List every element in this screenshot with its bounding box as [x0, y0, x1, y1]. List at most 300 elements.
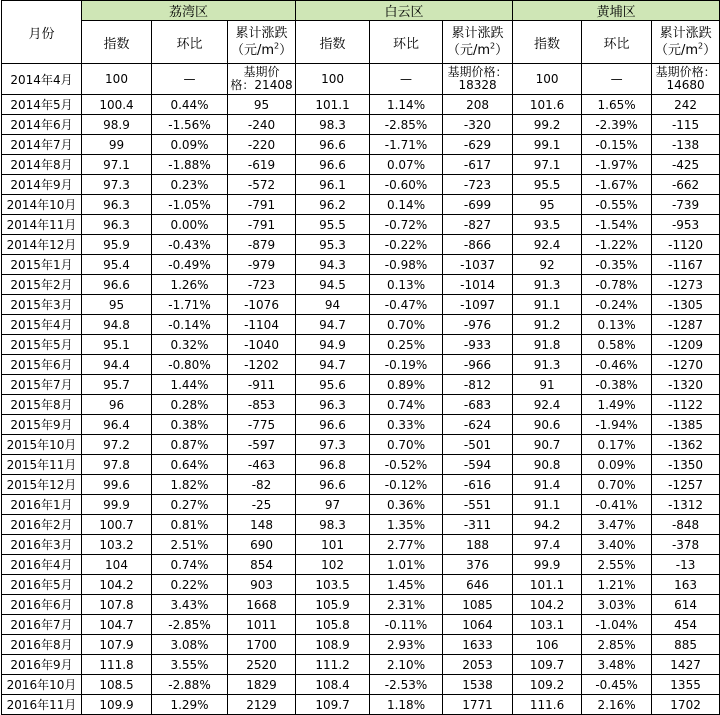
mom-cell-baiyun: 0.70%: [370, 435, 443, 455]
index-cell-baiyun: 102: [296, 555, 370, 575]
mom-cell-baiyun: 0.13%: [370, 275, 443, 295]
cumulative-cell-liwan: 148: [228, 515, 296, 535]
mom-cell-liwan: -0.43%: [152, 235, 228, 255]
table-row: [2, 675, 720, 695]
index-cell-baiyun: 100: [296, 64, 370, 95]
month-cell: 2016年7月: [2, 615, 82, 635]
table-row: [2, 475, 720, 495]
mom-cell-liwan: -2.85%: [152, 615, 228, 635]
mom-cell-huangpu: 2.16%: [582, 695, 652, 715]
table-body: [2, 64, 720, 715]
month-cell: 2014年7月: [2, 135, 82, 155]
cumulative-cell-baiyun: 208: [443, 95, 513, 115]
index-cell-liwan: 95.9: [82, 235, 152, 255]
mom-cell-baiyun: 2.77%: [370, 535, 443, 555]
table-row: [2, 315, 720, 335]
mom-cell-huangpu: -2.39%: [582, 115, 652, 135]
index-cell-huangpu: 97.4: [513, 535, 582, 555]
index-cell-liwan: 96: [82, 395, 152, 415]
base-price-cell-liwan: [228, 64, 296, 95]
index-cell-baiyun: 108.4: [296, 675, 370, 695]
index-cell-baiyun: 105.9: [296, 595, 370, 615]
mom-cell-liwan: 0.44%: [152, 95, 228, 115]
mom-cell-liwan: 0.32%: [152, 335, 228, 355]
mom-cell-huangpu: 2.55%: [582, 555, 652, 575]
cumulative-cell-huangpu: -739: [652, 195, 720, 215]
index-cell-huangpu: 101.1: [513, 575, 582, 595]
mom-cell-huangpu: -0.41%: [582, 495, 652, 515]
cumulative-cell-baiyun: -683: [443, 395, 513, 415]
table-row: [2, 335, 720, 355]
cumulative-cell-baiyun: 1771: [443, 695, 513, 715]
month-cell: 2016年11月: [2, 695, 82, 715]
cumulative-cell-baiyun: -966: [443, 355, 513, 375]
table-row: [2, 435, 720, 455]
index-cell-huangpu: 95: [513, 195, 582, 215]
mom-cell-baiyun: —: [370, 64, 443, 95]
subheader-cumulative-baiyun: [443, 21, 513, 64]
index-cell-baiyun: 103.5: [296, 575, 370, 595]
mom-cell-liwan: 0.64%: [152, 455, 228, 475]
index-cell-huangpu: 91.4: [513, 475, 582, 495]
mom-cell-liwan: 3.55%: [152, 655, 228, 675]
index-cell-baiyun: 95.6: [296, 375, 370, 395]
cumulative-cell-huangpu: -848: [652, 515, 720, 535]
mom-cell-liwan: 0.00%: [152, 215, 228, 235]
cumulative-cell-baiyun: -501: [443, 435, 513, 455]
base-price-line1: 基期价格：: [655, 65, 716, 79]
cumulative-cell-baiyun: -629: [443, 135, 513, 155]
mom-cell-huangpu: 1.49%: [582, 395, 652, 415]
index-cell-liwan: 95.1: [82, 335, 152, 355]
mom-cell-liwan: —: [152, 64, 228, 95]
index-cell-huangpu: 91.2: [513, 315, 582, 335]
cumulative-unit-exponent: 2: [698, 41, 704, 51]
mom-cell-baiyun: -0.12%: [370, 475, 443, 495]
mom-cell-huangpu: -0.45%: [582, 675, 652, 695]
month-cell: 2015年3月: [2, 295, 82, 315]
cumulative-cell-baiyun: 376: [443, 555, 513, 575]
mom-cell-huangpu: -0.38%: [582, 375, 652, 395]
mom-cell-huangpu: -1.22%: [582, 235, 652, 255]
index-cell-huangpu: 111.6: [513, 695, 582, 715]
mom-cell-baiyun: 1.45%: [370, 575, 443, 595]
month-cell: 2015年12月: [2, 475, 82, 495]
mom-cell-baiyun: 0.89%: [370, 375, 443, 395]
cumulative-cell-baiyun: -616: [443, 475, 513, 495]
index-cell-liwan: 103.2: [82, 535, 152, 555]
cumulative-cell-liwan: -597: [228, 435, 296, 455]
month-cell: 2015年1月: [2, 255, 82, 275]
district-header-baiyun: 白云区: [296, 1, 513, 21]
cumulative-cell-huangpu: 454: [652, 615, 720, 635]
mom-cell-huangpu: -1.54%: [582, 215, 652, 235]
mom-cell-huangpu: -0.15%: [582, 135, 652, 155]
base-price-cell-huangpu: [652, 64, 720, 95]
mom-cell-liwan: 1.29%: [152, 695, 228, 715]
table-row: [2, 695, 720, 715]
mom-cell-liwan: -1.88%: [152, 155, 228, 175]
cumulative-cell-liwan: -1076: [228, 295, 296, 315]
cumulative-cell-huangpu: -1312: [652, 495, 720, 515]
month-cell: 2016年9月: [2, 655, 82, 675]
index-cell-huangpu: 92.4: [513, 395, 582, 415]
index-cell-liwan: 95.4: [82, 255, 152, 275]
index-cell-huangpu: 99.1: [513, 135, 582, 155]
mom-cell-huangpu: 0.09%: [582, 455, 652, 475]
index-cell-baiyun: 111.2: [296, 655, 370, 675]
mom-cell-baiyun: 1.18%: [370, 695, 443, 715]
cumulative-label: 累计涨跌: [235, 26, 288, 41]
mom-cell-liwan: -1.56%: [152, 115, 228, 135]
cumulative-cell-liwan: 2129: [228, 695, 296, 715]
cumulative-cell-liwan: 1700: [228, 635, 296, 655]
month-cell: 2016年4月: [2, 555, 82, 575]
table-row: [2, 235, 720, 255]
index-cell-liwan: 96.3: [82, 215, 152, 235]
index-cell-baiyun: 96.1: [296, 175, 370, 195]
index-cell-huangpu: 93.5: [513, 215, 582, 235]
month-cell: 2015年6月: [2, 355, 82, 375]
index-cell-huangpu: 94.2: [513, 515, 582, 535]
mom-cell-huangpu: 1.65%: [582, 95, 652, 115]
index-cell-baiyun: 94: [296, 295, 370, 315]
mom-cell-liwan: 0.09%: [152, 135, 228, 155]
mom-cell-baiyun: 2.10%: [370, 655, 443, 675]
table-row: [2, 275, 720, 295]
cumulative-unit: （元/m: [655, 43, 699, 58]
mom-cell-baiyun: 0.14%: [370, 195, 443, 215]
index-cell-baiyun: 96.6: [296, 135, 370, 155]
cumulative-cell-huangpu: 1702: [652, 695, 720, 715]
mom-cell-huangpu: -1.94%: [582, 415, 652, 435]
month-cell: 2014年10月: [2, 195, 82, 215]
index-cell-liwan: 104: [82, 555, 152, 575]
index-cell-huangpu: 90.6: [513, 415, 582, 435]
mom-cell-baiyun: -0.52%: [370, 455, 443, 475]
mom-cell-baiyun: -0.72%: [370, 215, 443, 235]
cumulative-cell-liwan: -1040: [228, 335, 296, 355]
mom-cell-liwan: 0.23%: [152, 175, 228, 195]
cumulative-cell-liwan: -572: [228, 175, 296, 195]
mom-cell-huangpu: -0.55%: [582, 195, 652, 215]
index-cell-huangpu: 99.9: [513, 555, 582, 575]
cumulative-cell-huangpu: 242: [652, 95, 720, 115]
mom-cell-huangpu: -0.46%: [582, 355, 652, 375]
cumulative-cell-liwan: -853: [228, 395, 296, 415]
index-cell-liwan: 100: [82, 64, 152, 95]
cumulative-cell-liwan: 2520: [228, 655, 296, 675]
cumulative-cell-baiyun: -624: [443, 415, 513, 435]
index-cell-baiyun: 96.6: [296, 155, 370, 175]
table-row: [2, 115, 720, 135]
index-cell-liwan: 108.5: [82, 675, 152, 695]
index-cell-baiyun: 98.3: [296, 115, 370, 135]
month-cell: 2015年2月: [2, 275, 82, 295]
base-price-line2: 14680: [666, 78, 705, 92]
cumulative-cell-baiyun: 1085: [443, 595, 513, 615]
district-header-huangpu: 黄埔区: [513, 1, 720, 21]
index-cell-huangpu: 90.8: [513, 455, 582, 475]
index-cell-liwan: 100.7: [82, 515, 152, 535]
index-cell-huangpu: 91.1: [513, 495, 582, 515]
price-index-table: [1, 0, 720, 715]
mom-cell-liwan: -0.80%: [152, 355, 228, 375]
cumulative-unit-close: ）: [495, 43, 509, 58]
index-cell-baiyun: 108.9: [296, 635, 370, 655]
mom-cell-huangpu: 3.40%: [582, 535, 652, 555]
index-cell-baiyun: 96.2: [296, 195, 370, 215]
cumulative-cell-baiyun: -866: [443, 235, 513, 255]
cumulative-cell-huangpu: -378: [652, 535, 720, 555]
mom-cell-liwan: -0.14%: [152, 315, 228, 335]
table-row: [2, 495, 720, 515]
cumulative-cell-huangpu: -1385: [652, 415, 720, 435]
mom-cell-baiyun: -0.11%: [370, 615, 443, 635]
cumulative-unit: （元/m: [446, 43, 491, 58]
index-cell-huangpu: 109.2: [513, 675, 582, 695]
cumulative-cell-huangpu: -1167: [652, 255, 720, 275]
index-cell-baiyun: 94.3: [296, 255, 370, 275]
index-cell-liwan: 99.6: [82, 475, 152, 495]
index-cell-baiyun: 98.3: [296, 515, 370, 535]
cumulative-cell-huangpu: -1270: [652, 355, 720, 375]
table-row: [2, 515, 720, 535]
cumulative-cell-huangpu: -1257: [652, 475, 720, 495]
mom-cell-liwan: 0.27%: [152, 495, 228, 515]
mom-cell-huangpu: -0.24%: [582, 295, 652, 315]
index-cell-huangpu: 109.7: [513, 655, 582, 675]
cumulative-cell-baiyun: 1538: [443, 675, 513, 695]
cumulative-cell-liwan: 903: [228, 575, 296, 595]
index-cell-liwan: 96.3: [82, 195, 152, 215]
index-cell-liwan: 97.8: [82, 455, 152, 475]
base-price-line2: 18328: [458, 78, 497, 92]
month-cell: 2016年6月: [2, 595, 82, 615]
month-cell: 2015年11月: [2, 455, 82, 475]
cumulative-cell-huangpu: -1320: [652, 375, 720, 395]
table-row: [2, 255, 720, 275]
index-cell-baiyun: 109.7: [296, 695, 370, 715]
index-cell-liwan: 104.2: [82, 575, 152, 595]
cumulative-cell-liwan: -619: [228, 155, 296, 175]
subheader-index-liwan: 指数: [82, 21, 152, 64]
month-cell: 2015年7月: [2, 375, 82, 395]
index-cell-liwan: 104.7: [82, 615, 152, 635]
cumulative-cell-huangpu: -1209: [652, 335, 720, 355]
index-cell-baiyun: 94.5: [296, 275, 370, 295]
cumulative-cell-liwan: -791: [228, 195, 296, 215]
cumulative-cell-liwan: -240: [228, 115, 296, 135]
table-row: [2, 615, 720, 635]
mom-cell-liwan: 0.22%: [152, 575, 228, 595]
table-row: [2, 595, 720, 615]
index-cell-baiyun: 96.6: [296, 475, 370, 495]
cumulative-cell-liwan: -220: [228, 135, 296, 155]
index-cell-huangpu: 95.5: [513, 175, 582, 195]
cumulative-cell-huangpu: 163: [652, 575, 720, 595]
table-row: [2, 135, 720, 155]
cumulative-cell-huangpu: 614: [652, 595, 720, 615]
cumulative-cell-baiyun: -933: [443, 335, 513, 355]
mom-cell-huangpu: -1.67%: [582, 175, 652, 195]
base-price-line1: 基期价: [243, 65, 280, 79]
cumulative-unit-exponent: 2: [273, 41, 280, 51]
cumulative-cell-baiyun: -812: [443, 375, 513, 395]
cumulative-cell-huangpu: -1350: [652, 455, 720, 475]
mom-cell-huangpu: 3.48%: [582, 655, 652, 675]
index-cell-liwan: 96.4: [82, 415, 152, 435]
cumulative-cell-huangpu: 1355: [652, 675, 720, 695]
base-price-line1: 基期价格：: [447, 65, 508, 79]
index-cell-liwan: 94.4: [82, 355, 152, 375]
month-cell: 2014年4月: [2, 64, 82, 95]
index-cell-liwan: 94.8: [82, 315, 152, 335]
mom-cell-liwan: 0.28%: [152, 395, 228, 415]
index-cell-baiyun: 96.3: [296, 395, 370, 415]
month-cell: 2016年5月: [2, 575, 82, 595]
table-row: [2, 395, 720, 415]
month-cell: 2015年4月: [2, 315, 82, 335]
mom-cell-liwan: -1.05%: [152, 195, 228, 215]
month-column-header: 月份: [2, 1, 82, 64]
index-cell-liwan: 95.7: [82, 375, 152, 395]
index-cell-huangpu: 91: [513, 375, 582, 395]
index-cell-huangpu: 90.7: [513, 435, 582, 455]
mom-cell-liwan: 0.38%: [152, 415, 228, 435]
cumulative-cell-huangpu: -1362: [652, 435, 720, 455]
mom-cell-liwan: 1.26%: [152, 275, 228, 295]
cumulative-unit-exponent: 2: [490, 41, 496, 51]
mom-cell-huangpu: -0.78%: [582, 275, 652, 295]
cumulative-unit: （元/m: [230, 43, 274, 58]
index-cell-baiyun: 97.3: [296, 435, 370, 455]
table-row-base-period: [2, 64, 720, 95]
table-row: [2, 95, 720, 115]
cumulative-label: 累计涨跌: [659, 26, 712, 41]
month-cell: 2014年9月: [2, 175, 82, 195]
mom-cell-baiyun: -0.22%: [370, 235, 443, 255]
cumulative-cell-baiyun: -551: [443, 495, 513, 515]
month-cell: 2016年2月: [2, 515, 82, 535]
index-cell-huangpu: 106: [513, 635, 582, 655]
index-cell-liwan: 98.9: [82, 115, 152, 135]
mom-cell-liwan: 3.43%: [152, 595, 228, 615]
month-cell: 2015年8月: [2, 395, 82, 415]
mom-cell-huangpu: 3.47%: [582, 515, 652, 535]
month-cell: 2014年6月: [2, 115, 82, 135]
cumulative-cell-huangpu: -1273: [652, 275, 720, 295]
table-row: [2, 295, 720, 315]
cumulative-cell-baiyun: -1014: [443, 275, 513, 295]
index-cell-huangpu: 92.4: [513, 235, 582, 255]
mom-cell-liwan: 1.44%: [152, 375, 228, 395]
cumulative-unit-close: ）: [703, 43, 717, 58]
mom-cell-huangpu: 3.03%: [582, 595, 652, 615]
mom-cell-liwan: 1.82%: [152, 475, 228, 495]
mom-cell-baiyun: 0.25%: [370, 335, 443, 355]
index-cell-liwan: 99.9: [82, 495, 152, 515]
cumulative-cell-baiyun: -976: [443, 315, 513, 335]
index-cell-baiyun: 96.8: [296, 455, 370, 475]
table-row: [2, 575, 720, 595]
mom-cell-baiyun: 0.36%: [370, 495, 443, 515]
index-cell-baiyun: 96.6: [296, 415, 370, 435]
index-cell-liwan: 107.9: [82, 635, 152, 655]
table-row: [2, 155, 720, 175]
month-cell: 2016年3月: [2, 535, 82, 555]
index-cell-huangpu: 91.8: [513, 335, 582, 355]
mom-cell-huangpu: 0.58%: [582, 335, 652, 355]
district-header-liwan: 荔湾区: [82, 1, 296, 21]
mom-cell-baiyun: 1.14%: [370, 95, 443, 115]
cumulative-cell-liwan: -911: [228, 375, 296, 395]
mom-cell-liwan: 0.74%: [152, 555, 228, 575]
cumulative-cell-baiyun: -723: [443, 175, 513, 195]
mom-cell-liwan: -2.88%: [152, 675, 228, 695]
cumulative-cell-liwan: -1104: [228, 315, 296, 335]
cumulative-cell-huangpu: -1122: [652, 395, 720, 415]
mom-cell-baiyun: -2.85%: [370, 115, 443, 135]
month-cell: 2016年1月: [2, 495, 82, 515]
cumulative-cell-huangpu: -1305: [652, 295, 720, 315]
index-cell-huangpu: 91.3: [513, 275, 582, 295]
cumulative-cell-baiyun: -594: [443, 455, 513, 475]
table-row: [2, 635, 720, 655]
mom-cell-baiyun: 0.70%: [370, 315, 443, 335]
mom-cell-huangpu: —: [582, 64, 652, 95]
cumulative-cell-liwan: 1668: [228, 595, 296, 615]
mom-cell-baiyun: -1.71%: [370, 135, 443, 155]
cumulative-cell-huangpu: -1287: [652, 315, 720, 335]
mom-cell-huangpu: 1.21%: [582, 575, 652, 595]
month-cell: 2016年8月: [2, 635, 82, 655]
cumulative-cell-liwan: 690: [228, 535, 296, 555]
month-cell: 2015年5月: [2, 335, 82, 355]
index-cell-huangpu: 92: [513, 255, 582, 275]
index-cell-liwan: 97.2: [82, 435, 152, 455]
table-row: [2, 355, 720, 375]
table-row: [2, 375, 720, 395]
subheader-mom-huangpu: 环比: [582, 21, 652, 64]
index-cell-huangpu: 100: [513, 64, 582, 95]
cumulative-cell-liwan: 1011: [228, 615, 296, 635]
subheader-cumulative-liwan: [228, 21, 296, 64]
month-cell: 2015年10月: [2, 435, 82, 455]
index-cell-liwan: 107.8: [82, 595, 152, 615]
subheader-index-baiyun: 指数: [296, 21, 370, 64]
index-cell-liwan: 111.8: [82, 655, 152, 675]
subheader-cumulative-huangpu: [652, 21, 720, 64]
mom-cell-huangpu: 0.17%: [582, 435, 652, 455]
index-cell-huangpu: 101.6: [513, 95, 582, 115]
cumulative-cell-huangpu: -1120: [652, 235, 720, 255]
index-cell-huangpu: 97.1: [513, 155, 582, 175]
index-cell-baiyun: 97: [296, 495, 370, 515]
mom-cell-baiyun: 1.35%: [370, 515, 443, 535]
subheader-mom-baiyun: 环比: [370, 21, 443, 64]
index-cell-huangpu: 91.3: [513, 355, 582, 375]
mom-cell-baiyun: 2.93%: [370, 635, 443, 655]
index-cell-baiyun: 101.1: [296, 95, 370, 115]
mom-cell-liwan: -1.71%: [152, 295, 228, 315]
cumulative-cell-liwan: -723: [228, 275, 296, 295]
index-cell-baiyun: 94.9: [296, 335, 370, 355]
mom-cell-liwan: 2.51%: [152, 535, 228, 555]
index-cell-baiyun: 101: [296, 535, 370, 555]
month-cell: 2016年10月: [2, 675, 82, 695]
index-cell-huangpu: 104.2: [513, 595, 582, 615]
